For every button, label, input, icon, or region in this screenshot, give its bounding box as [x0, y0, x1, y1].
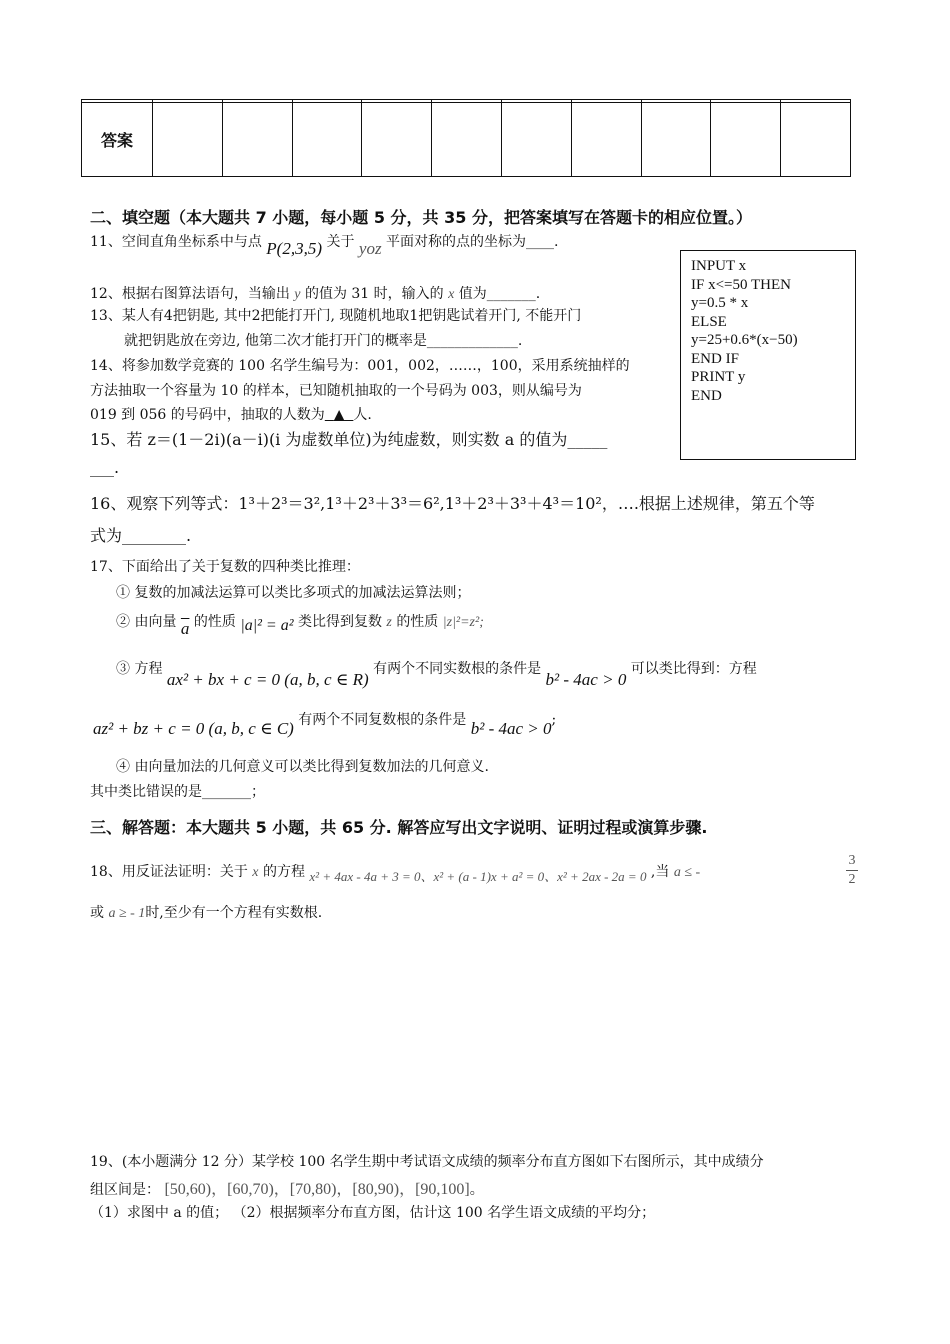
q12-text-b: 的值为 31 时，输入的	[304, 286, 444, 302]
code-line: END IF	[691, 350, 739, 367]
q17-item2b: 的性质	[193, 614, 236, 630]
code-line: y=0.5 * x	[691, 295, 749, 311]
q11-text-b: 关于	[326, 234, 355, 250]
section2-title: 二、填空题（本大题共 7 小题，每小题 5 分，共 35 分，把答案填写在答题卡的相应位置。）	[90, 208, 752, 227]
q18-line2b: 时,至少有一个方程有实数根.	[145, 905, 323, 921]
question-17-item1: ① 复数的加减法运算可以类比多项式的加减法运算法则；	[116, 585, 471, 601]
q17-var-z: z	[386, 615, 392, 630]
question-17-item3-line2	[93, 709, 557, 738]
question-12	[90, 283, 540, 303]
question-15-line1: 15、若 z＝(1－2i)(a－i)(i 为虚数单位)为纯虚数，则实数 a 的值为_____	[90, 430, 608, 449]
code-line: ELSE	[691, 313, 727, 330]
q19-line2a: 组区间是：	[90, 1182, 160, 1198]
vector-a: $\overline{a}$	[180, 619, 190, 638]
question-16-line1: 16、观察下列等式：1³＋2³＝3²,1³＋2³＋3³＝6²,1³＋2³＋3³＋4³＝10²，….根据上述规律，第五个等	[90, 494, 815, 513]
code-line: IF x<=50 THEN	[691, 276, 791, 293]
question-16-line2: 式为________.	[90, 526, 192, 545]
q18-text-c: ,当	[650, 864, 670, 880]
q18-var-x: x	[252, 865, 259, 880]
q17-item2a: ② 由向量	[116, 614, 177, 630]
answer-cell[interactable]	[781, 103, 851, 177]
complex-discriminant: b² - 4ac > 0	[470, 719, 552, 738]
q12-text-c: 值为_______.	[458, 286, 541, 302]
question-17-intro: 17、下面给出了关于复数的四种类比推理：	[90, 559, 360, 575]
q14-line3a: 019 到 056 的号码中，抽取的人数为	[90, 407, 325, 423]
q14-line3b: 人.	[353, 407, 372, 423]
complex-formula: |z|²=z²;	[442, 615, 484, 630]
q12-var-x: x	[448, 287, 455, 302]
answer-cell[interactable]	[571, 103, 641, 177]
q17-item3d: 有两个不同复数根的条件是	[298, 712, 467, 728]
question-19-line2	[90, 1176, 484, 1199]
question-18-line1	[90, 861, 701, 884]
answer-table	[81, 99, 851, 177]
question-17-end: 其中类比错误的是_______；	[90, 784, 265, 800]
question-15-line2: ___.	[90, 458, 120, 477]
answer-cell[interactable]	[711, 103, 781, 177]
answer-cell[interactable]	[292, 103, 362, 177]
q18-line2a: 或	[90, 905, 104, 921]
algorithm-code-box	[680, 250, 856, 460]
q18-fraction	[846, 852, 858, 889]
question-17-item3-line1	[116, 658, 757, 689]
code-line: INPUT x	[691, 258, 747, 274]
q11-point: P(2,3,5)	[266, 239, 322, 258]
question-18-line2	[90, 902, 322, 922]
question-13-line2: 就把钥匙放在旁边, 他第二次才能打开门的概率是_____________.	[124, 333, 523, 349]
question-17-item2	[116, 611, 484, 638]
q18-text-a: 18、用反证法证明：关于	[90, 864, 248, 880]
q17-item3e: ;	[551, 712, 557, 728]
triangle-mark-icon: ▲	[333, 407, 345, 423]
complex-quadratic-eq: az² + bz + c = 0 (a, b, c ∈ C)	[93, 719, 294, 738]
q18-text-b: 的方程	[262, 864, 305, 880]
question-19-line3: （1）求图中 a 的值； （2）根据频率分布直方图，估计这 100 名学生语文成绩的平均分；	[90, 1205, 656, 1221]
q19-intervals: [50,60)，[60,70)，[70,80)，[80,90)，[90,100]	[164, 1181, 470, 1198]
q11-text-c: 平面对称的点的坐标为____.	[386, 234, 559, 250]
q19-line2b: 。	[469, 1182, 484, 1198]
answer-cell[interactable]	[362, 103, 432, 177]
real-quadratic-eq: ax² + bx + c = 0 (a, b, c ∈ R)	[166, 670, 369, 689]
fraction-denominator: 2	[848, 872, 856, 887]
question-13-line1: 13、某人有4把钥匙, 其中2把能打开门, 现随机地取1把钥匙试着开门, 不能开门	[90, 308, 582, 324]
q18-cond2: a ≥ - 1	[108, 906, 146, 921]
q17-item3c: 可以类比得到：方程	[630, 661, 757, 677]
question-14-line2: 方法抽取一个容量为 10 的样本，已知随机抽取的一个号码为 003，则从编号为	[90, 383, 582, 399]
q11-plane: yoz	[358, 239, 382, 258]
code-line: PRINT y	[691, 369, 746, 385]
q17-item2d: 的性质	[396, 614, 439, 630]
answer-label: 答案	[82, 103, 153, 177]
q17-item3b: 有两个不同实数根的条件是	[373, 661, 542, 677]
q17-item3a: ③ 方程	[116, 661, 163, 677]
answer-cell[interactable]	[641, 103, 711, 177]
answer-cell[interactable]	[153, 103, 223, 177]
code-line: END	[691, 387, 722, 404]
answer-table-row-bottom	[82, 103, 851, 177]
question-17-item4: ④ 由向量加法的几何意义可以类比得到复数加法的几何意义.	[116, 759, 489, 775]
question-11	[90, 231, 559, 258]
vector-formula: |a|² = a²	[240, 617, 294, 634]
q11-text-a: 11、空间直角坐标系中与点	[90, 234, 262, 250]
q17-item2c: 类比得到复数	[297, 614, 382, 630]
answer-cell[interactable]	[222, 103, 292, 177]
q12-var-y: y	[294, 287, 301, 302]
q18-cond1: a ≤ -	[673, 865, 701, 880]
section3-title: 三、解答题：本大题共 5 小题，共 65 分. 解答应写出文字说明、证明过程或演算步骤.	[90, 818, 708, 837]
q12-text-a: 12、根据右图算法语句，当输出	[90, 286, 290, 302]
answer-cell[interactable]	[432, 103, 502, 177]
fraction-numerator: 3	[846, 852, 858, 871]
q18-equations: x² + 4ax - 4a + 3 = 0、x² + (a - 1)x + a² = 0、x² + 2ax - 2a = 0	[309, 869, 647, 884]
question-19-line1: 19、(本小题满分 12 分）某学校 100 名学生期中考试语文成绩的频率分布直方图如下右图所示，其中成绩分	[90, 1154, 764, 1170]
question-14-line1: 14、将参加数学竞赛的 100 名学生编号为：001，002，……，100，采用系统抽样的	[90, 358, 630, 374]
answer-cell[interactable]	[501, 103, 571, 177]
code-line: y=25+0.6*(x−50)	[691, 332, 798, 348]
question-14-line3	[90, 404, 372, 424]
real-discriminant: b² - 4ac > 0	[545, 670, 627, 689]
